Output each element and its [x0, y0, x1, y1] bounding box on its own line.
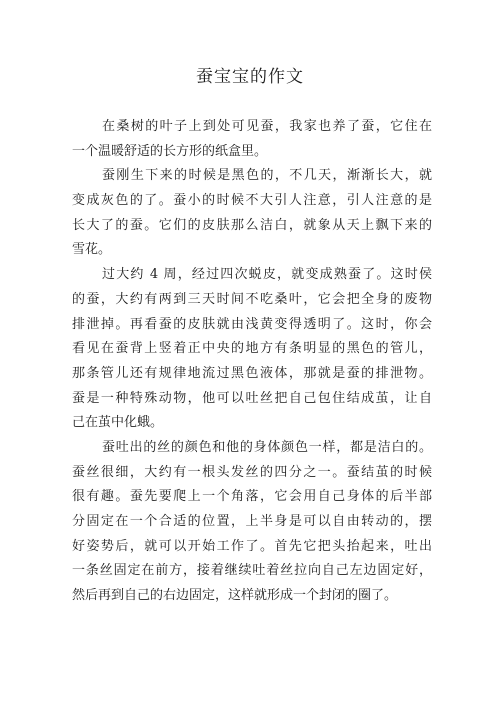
text-line: 蚕是一种特殊动物，他可以吐丝把自己包住结成茧，让自	[72, 390, 432, 406]
text-line: 的蚕，大约有两到三天时间不吃桑叶，它会把全身的废物	[72, 291, 432, 307]
text-line: 排泄掉。再看蚕的皮肤就由浅黄变得透明了。这时，你会	[72, 316, 432, 332]
text-line: 己在茧中化蛾。	[72, 415, 164, 431]
text-line: 好姿势后，就可以开始工作了。首先它把头抬起来，吐出	[72, 538, 432, 554]
document-title: 蚕宝宝的作文	[196, 67, 304, 87]
text-line: 一条丝固定在前方，接着继续吐着丝拉向自己左边固定好，	[72, 563, 432, 579]
paragraph	[72, 115, 432, 164]
text-line: 蚕刚生下来的时候是黑色的，不几天，渐渐长大，就	[102, 168, 432, 184]
text-line: 然后再到自己的右边固定，这样就形成一个封闭的圈了。	[72, 588, 398, 604]
text-line: 过大约 4 周，经过四次蜕皮，就变成熟蚕了。这时侯	[102, 267, 432, 283]
text-line: 蚕丝很细，大约有一根头发丝的四分之一。蚕结茧的时候	[72, 464, 432, 480]
text-line: 分固定在一个合适的位置，上半身是可以自由转动的，摆	[72, 514, 432, 529]
text-line: 变成灰色的了。蚕小的时候不大引人注意，引人注意的是	[72, 193, 432, 209]
document-body	[72, 115, 432, 609]
text-line: 蚕吐出的丝的颜色和他的身体颜色一样，都是洁白的。	[102, 439, 432, 455]
paragraph	[72, 263, 432, 436]
text-line: 看见在蚕背上竖着正中央的地方有条明显的黑色的管儿，	[72, 341, 432, 357]
text-line: 雪花。	[72, 242, 112, 258]
text-line: 长大了的蚕。它们的皮肤那么洁白，就象从天上飘下来的	[72, 217, 432, 233]
text-line: 很有趣。蚕先要爬上一个角落，它会用自己身体的后半部	[72, 489, 432, 505]
text-line: 那条管儿还有规律地流过黑色液体，那就是蚕的排泄物。	[72, 365, 432, 381]
text-line: 一个温暖舒适的长方形的纸盒里。	[72, 143, 268, 159]
paragraph	[72, 164, 432, 263]
text-line: 在桑树的叶子上到处可见蚕，我家也养了蚕，它住在	[102, 119, 432, 134]
paragraph	[72, 436, 432, 609]
